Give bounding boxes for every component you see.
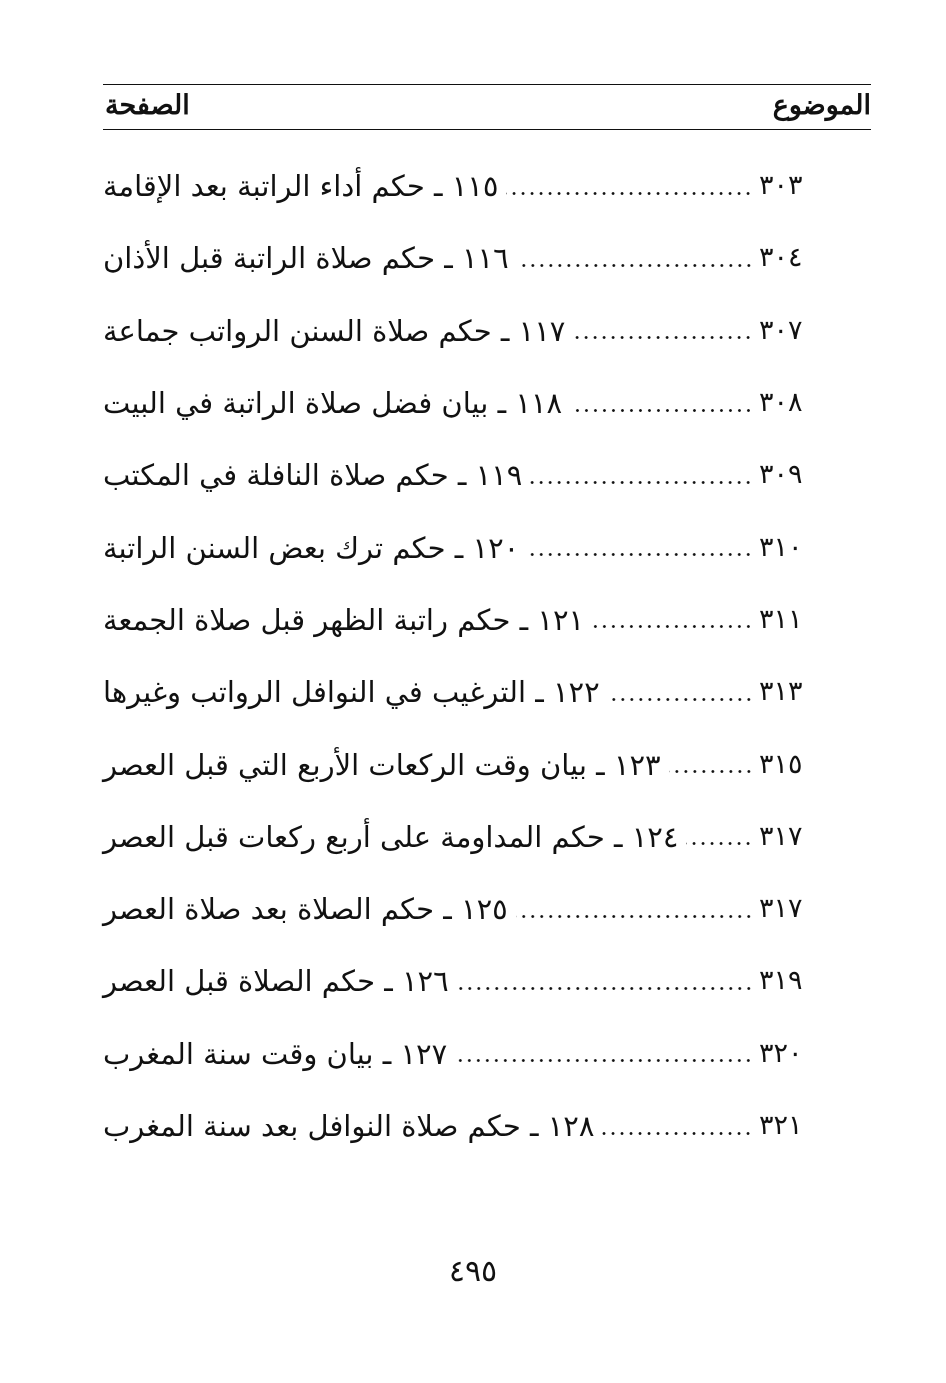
toc-entry [103, 873, 809, 945]
dot-leader [686, 842, 753, 845]
toc-entry [103, 150, 809, 222]
toc-entry-page: ٣٠٨ [759, 387, 803, 419]
dot-leader [455, 1059, 753, 1062]
dot-leader [669, 770, 753, 773]
dot-leader [527, 553, 753, 556]
toc-entry-title: ١٢١ ـ حكم راتبة الظهر قبل صلاة الجمعة [103, 602, 585, 637]
page-number: ٤٩٥ [448, 1254, 498, 1289]
toc-entry-page: ٣٢٠ [759, 1037, 803, 1069]
dot-leader [516, 915, 753, 918]
dot-leader [608, 698, 753, 701]
page-column-heading: الصفحة [105, 90, 190, 121]
toc-entry-title: ١٢٦ ـ حكم الصلاة قبل العصر [103, 964, 449, 999]
toc-entry-page: ٣١٧ [759, 893, 803, 925]
toc-entry-page: ٣٢١ [759, 1110, 803, 1141]
dot-leader [602, 1132, 753, 1135]
dot-leader [573, 336, 753, 339]
toc-entry-title: ١١٧ ـ حكم صلاة السنن الرواتب جماعة [103, 313, 566, 348]
toc-entry [103, 728, 809, 800]
toc-entry [103, 656, 809, 728]
dot-leader [517, 264, 753, 267]
topic-column-heading: الموضوع [772, 90, 871, 121]
toc-entry-page: ٣١٣ [759, 676, 803, 708]
dot-leader [530, 481, 753, 484]
toc-entry-title: ١٢٢ ـ الترغيب في النوافل الرواتب وغيرها [103, 675, 600, 710]
toc-entry-page: ٣١٥ [759, 748, 803, 780]
toc-entry-title: ١١٦ ـ حكم صلاة الراتبة قبل الأذان [103, 241, 509, 276]
dot-leader [570, 409, 753, 412]
toc-list [103, 150, 809, 1162]
toc-entry [103, 801, 809, 873]
toc-entry-page: ٣٠٩ [759, 459, 803, 491]
toc-entry [103, 367, 809, 439]
toc-entry [103, 1018, 809, 1090]
toc-entry [103, 439, 809, 511]
toc-entry [103, 295, 809, 367]
toc-entry-title: ١١٩ ـ حكم صلاة النافلة في المكتب [103, 458, 523, 493]
dot-leader [506, 192, 753, 195]
toc-entry-page: ٣٠٤ [759, 242, 803, 274]
toc-entry-title: ١٢٠ ـ حكم ترك بعض السنن الراتبة [103, 530, 520, 565]
dot-leader [457, 987, 753, 990]
toc-entry-title: ١١٨ ـ بيان فضل صلاة الراتبة في البيت [103, 386, 563, 421]
toc-entry [103, 511, 809, 583]
toc-entry-title: ١٢٧ ـ بيان وقت سنة المغرب [103, 1036, 448, 1071]
toc-entry-page: ٣٠٧ [759, 314, 803, 346]
toc-entry-title: ١٢٥ ـ حكم الصلاة بعد صلاة العصر [103, 892, 508, 927]
toc-entry-page: ٣١٠ [759, 531, 803, 563]
dot-leader [592, 625, 753, 628]
toc-entry-page: ٣١٩ [759, 965, 803, 997]
toc-entry [103, 584, 809, 656]
toc-entry-title: ١٢٣ ـ بيان وقت الركعات الأربع التي قبل العصر [103, 747, 661, 782]
toc-entry [103, 945, 809, 1017]
toc-header [103, 84, 871, 130]
toc-entry-title: ١٢٨ ـ حكم صلاة النوافل بعد سنة المغرب [103, 1109, 595, 1143]
toc-entry-title: ١١٥ ـ حكم أداء الراتبة بعد الإقامة [103, 169, 499, 204]
toc-entry-page: ٣٠٣ [759, 170, 803, 202]
toc-entry-title: ١٢٤ ـ حكم المداومة على أربع ركعات قبل العصر [103, 819, 679, 854]
toc-entry [103, 1090, 809, 1162]
toc-entry-page: ٣١٧ [759, 820, 803, 852]
toc-entry [103, 222, 809, 294]
toc-entry-page: ٣١١ [759, 603, 803, 635]
